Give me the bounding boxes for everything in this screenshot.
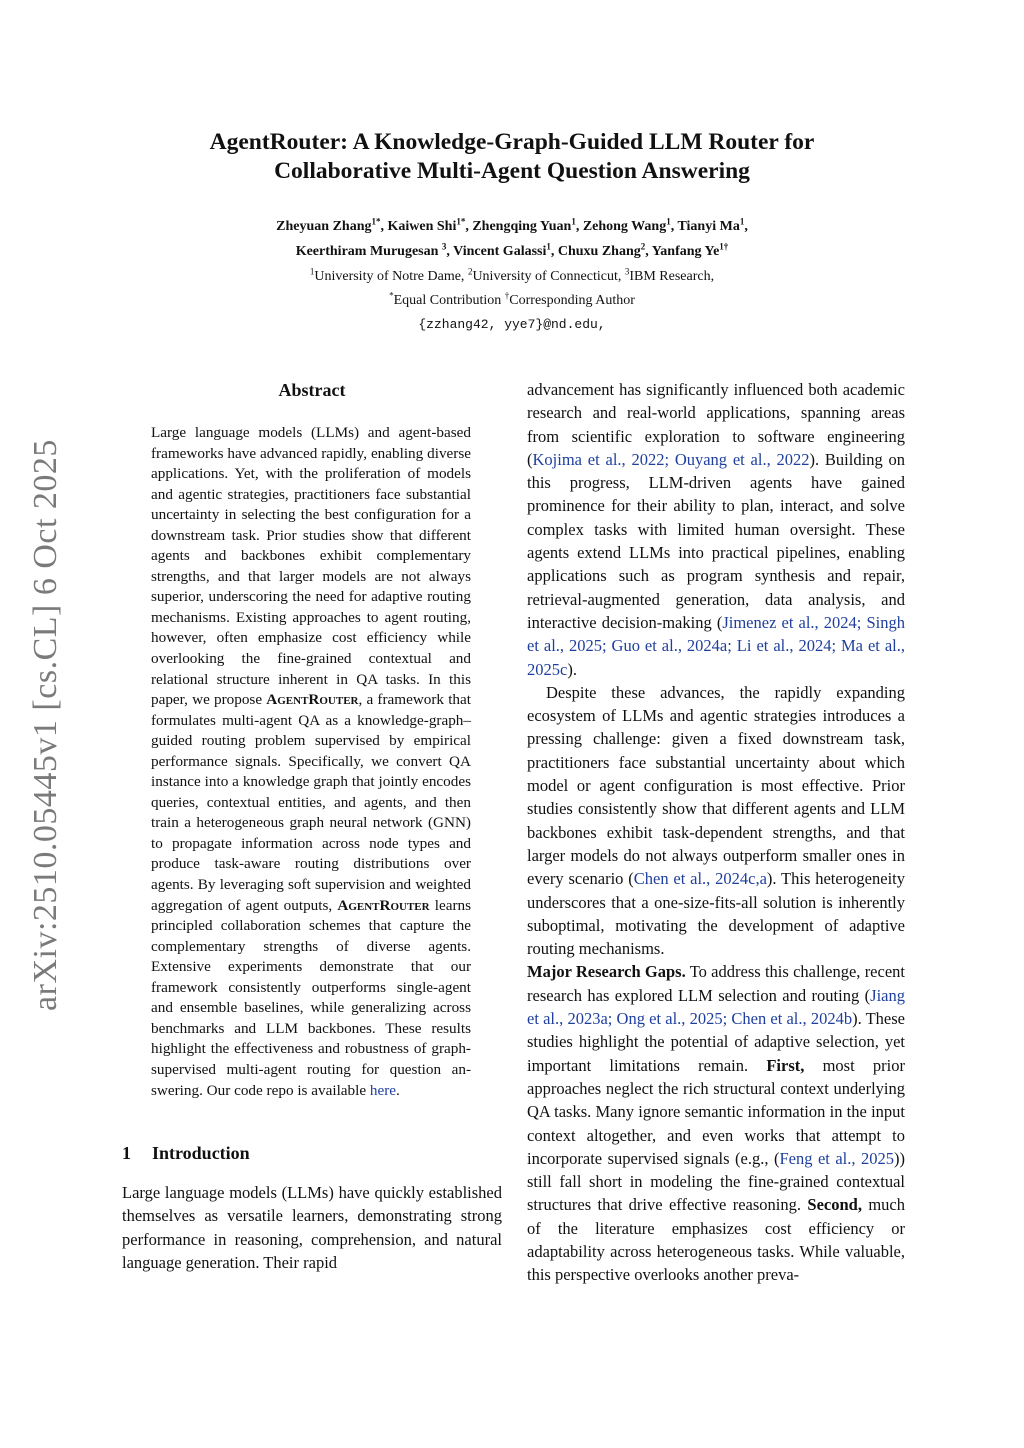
section-title: Introduction: [152, 1143, 250, 1164]
section-heading-introduction: [122, 1141, 502, 1165]
author-name: Vincent Galassi: [453, 244, 547, 259]
affiliation-mark: 3: [624, 266, 630, 277]
paper-title: [0, 128, 1024, 186]
affiliation-line: [0, 265, 1024, 289]
author-affiliation-mark: 1*: [371, 216, 381, 227]
author-list: [0, 214, 1024, 264]
title-line: Collaborative Multi-Agent Question Answering: [274, 158, 750, 184]
corresponding-mark: †: [504, 290, 510, 301]
author-name: Tianyi Ma: [677, 219, 740, 234]
corresponding-label: Corresponding Author: [509, 293, 635, 308]
abstract-heading: Abstract: [278, 380, 346, 400]
body-text-part: )) still fall short in modeling the fine-grained contextual structures that drive effective reasoning.: [527, 1148, 905, 1215]
affiliation-name: University of Notre Dame,: [314, 269, 468, 284]
system-name: AgentRouter: [337, 896, 430, 914]
code-repo-link[interactable]: here: [369, 1081, 397, 1099]
body-text-part: advancement has significantly influenced both academic research and real-world applications, spanning areas from scientific exploration to software engineering (: [527, 380, 905, 469]
citation-link[interactable]: Jimenez et al., 2024; Singh et al., 2025; Guo et al., 2024a; Li et al., 2024; Ma et al., 2025c: [527, 612, 905, 679]
equal-contribution-label: Equal Contribution: [393, 293, 505, 308]
abstract-text-part: learns principled collaboration schemes that capture the complementary strengths of diverse agents. Extensive experiments demonstrate that our framework consistently outperforms single-agent and ensemble baselines, while generalizing across benchmarks and LLM backbones. These results highlight the effectiveness and robustness of graph-supervised multi-agent routing for question answering. Our code repo is available: [151, 896, 472, 1099]
paragraph-label: Major Research Gaps.: [527, 962, 686, 982]
abstract-text: [151, 423, 471, 1101]
citation-link[interactable]: Kojima et al., 2022; Ouyang et al., 2022: [532, 449, 810, 469]
equal-contribution-mark: *: [389, 290, 394, 301]
body-text-part: ). This heterogeneity underscores that a one-size-fits-all solution is inherently suboptimal, motivating the development of adaptive routing mechanisms.: [527, 869, 906, 959]
body-text-part: Despite these advances, the rapidly expanding ecosystem of LLMs and agentic strategies introduces a pressing challenge: given a fixed downstream task, practitioners face substantial uncertainty about which model or agent configuration is most effective. Prior studies consistently show that different agents and LLM backbones exhibit task-dependent strengths, and that larger models do not always outperform smaller ones in every scenario (: [527, 682, 905, 889]
author-name: Yanfang Ye: [651, 244, 720, 259]
author-name: Chuxu Zhang: [557, 244, 641, 259]
affiliation-name: IBM Research,: [629, 269, 715, 284]
affiliation-mark: 1: [309, 266, 315, 277]
abstract-text-part: Large language models (LLMs) and agent-based frameworks have advanced rapidly, enabling diverse applications. Yet, with the proliferation of models and agentic strategies, practitioners face substantial uncertainty in selecting the best configuration for a downstream task. Prior studies show that different agents and backbones exhibit complementary strengths, and that larger models are not always superior, underscoring the need for adaptive routing mechanisms. Existing approaches to agent routing, however, often emphasize cost efficiency while overlooking the fine-grained contextual and relational structure inherent in QA tasks. In this paper, we propose: [151, 424, 471, 709]
citation-link[interactable]: Jiang et al., 2023a; Ong et al., 2025; Chen et al., 2024b: [527, 985, 905, 1029]
author-affiliation-mark: 2: [640, 241, 646, 252]
contribution-note: [0, 289, 1024, 313]
citation-link[interactable]: Feng et al., 2025: [779, 1148, 894, 1168]
author-name: Zheyuan Zhang: [276, 219, 372, 234]
body-text-part: ). Building on this progress, LLM-driven agents have gained prominence for their ability to plan, interact, and solve complex tasks with limited human oversight. These agents extend LLMs into practical pipelines, enabling applications such as program synthesis and repair, retrieval-augmented generation, data analysis, and interactive decision-making (: [527, 449, 905, 632]
left-column: [122, 378, 502, 1274]
body-text-part: ). These studies highlight the potential of adaptive selection, yet important limitations remain.: [527, 1009, 906, 1075]
section-number: 1: [122, 1143, 131, 1164]
arxiv-identifier: arXiv:2510.05445v1 [cs.CL] 6 Oct 2025: [27, 439, 64, 1011]
paragraph-label: First,: [766, 1055, 805, 1075]
paragraph-label: Second,: [807, 1195, 862, 1215]
author-line: Keerthiram Murugesan $^3$, Vincent Galassi$^1$, Chuxu Zhang$^2$, Yanfang $Ye^{1\dagger}$: [295, 241, 729, 259]
body-text-part: much of the literature emphasizes cost efficiency or adaptability across heterogeneous tasks. While valuable, this perspective overlooks another preva-: [527, 1195, 905, 1285]
body-paragraph: [527, 681, 905, 961]
author-line: Zheyuan Zhang$^{1*}$, Kaiwen Shi$^{1*}$, Zhengqing Yuan$^1$, Zehong Wang$^1$, Tianyi Ma$^1$,: [276, 216, 748, 234]
author-affiliation-mark: 1: [666, 216, 671, 227]
author-affiliation-mark: 1†: [719, 241, 729, 252]
affiliation-name: University of Connecticut,: [472, 269, 625, 284]
body-paragraph: [527, 378, 905, 681]
body-text-part: most prior approaches neglect the rich structural context underlying QA tasks. Many ignore semantic information in the input context altogether, and even works that attempt to incorporate supervised signals (e.g., (: [527, 1055, 905, 1168]
contact-email[interactable]: {zzhang42, yye7}@nd.edu,: [418, 317, 606, 332]
author-affiliation-mark: 3: [441, 241, 447, 252]
title-line: AgentRouter: A Knowledge-Graph-Guided LLM Router for: [209, 129, 815, 155]
author-name: Kaiwen Shi: [387, 219, 457, 234]
abstract-text-part: .: [396, 1081, 400, 1099]
system-name: AgentRouter: [266, 691, 359, 709]
author-affiliation-mark: 1: [739, 216, 745, 227]
author-affiliation-mark: 1: [571, 216, 576, 227]
citation-link[interactable]: Chen et al., 2024c,a: [633, 869, 767, 889]
abstract-text-part: , a framework that formulates multi-agent QA as a knowledge-graph–guided routing problem supervised by empirical performance signals. Specifically, we convert QA instance into a knowledge graph that jointly encodes queries, contextual entities, and agents, and then train a heterogeneous graph neural network (GNN) to propagate information across node types and produce task-aware routing distributions over agents. By leveraging soft supervision and weighted aggregation of agent outputs,: [151, 691, 471, 914]
body-text-part: To address this challenge, recent research has explored LLM selection and routing (: [527, 962, 905, 1005]
author-affiliation-mark: 1: [546, 241, 551, 252]
body-paragraph: [527, 960, 905, 1286]
body-text-part: ).: [567, 659, 577, 679]
author-affiliation-mark: 1*: [456, 216, 466, 227]
author-name: Keerthiram Murugesan: [295, 244, 442, 259]
affiliation-block: [0, 265, 1024, 337]
right-column: [527, 378, 905, 1287]
affiliation-mark: 2: [467, 266, 473, 277]
author-name: Zhengqing Yuan: [472, 219, 572, 234]
author-name: Zehong Wang: [582, 219, 667, 234]
intro-paragraph: Large language models (LLMs) have quickly established themselves as versatile learners, demonstrating strong performance in reasoning, comprehension, and natural language generation. Their rapid: [122, 1183, 502, 1272]
